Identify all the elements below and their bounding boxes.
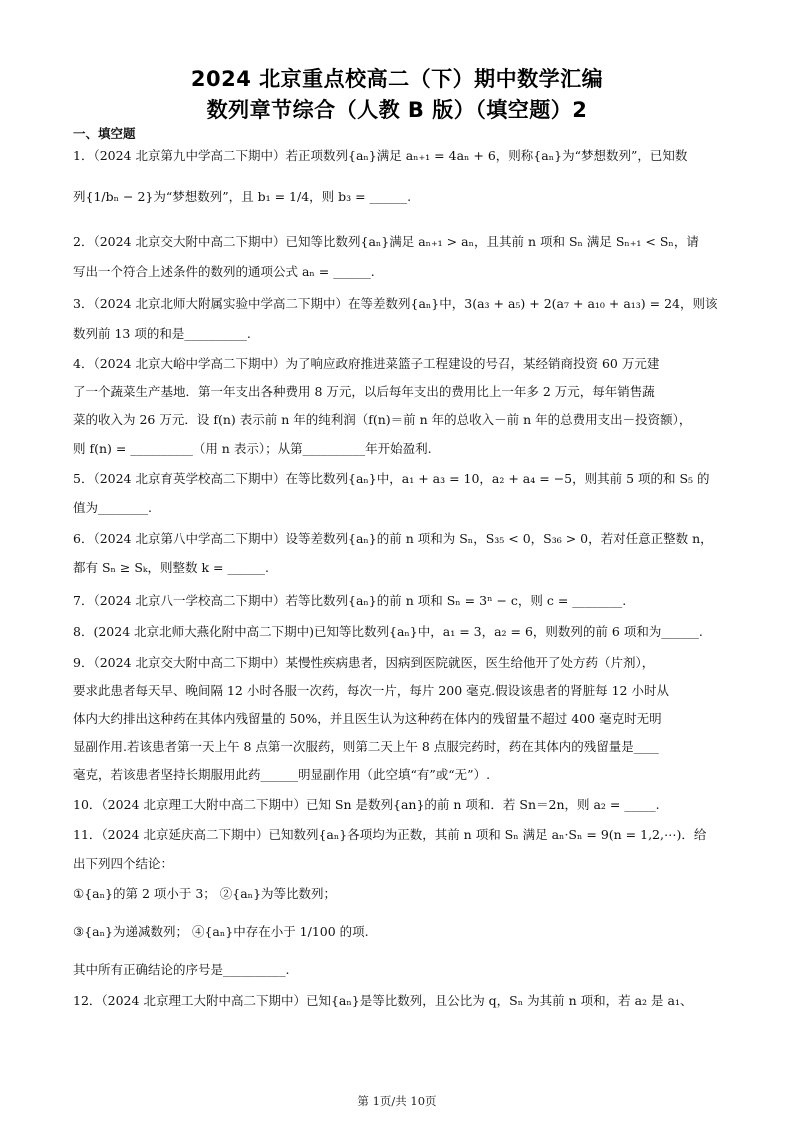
document-title-line1: 2024 北京重点校高二（下）期中数学汇编 bbox=[190, 67, 604, 91]
text-line: 数列前 13 项的和是__________. bbox=[73, 326, 251, 341]
section-heading: 一、填空题 bbox=[73, 126, 136, 141]
text-line: 3．（2024 北京北师大附属实验中学高二下期中）在等差数列{aₙ}中，3(a₃ + a₅) + 2(a₇ + a₁₀ + a₁₃) = 24，则该 bbox=[73, 296, 718, 311]
text-line: 6．（2024 北京第八中学高二下期中）设等差数列{aₙ}的前 n 项和为 Sₙ，S₃₅ < 0，S₃₆ > 0，若对任意正整数 n， bbox=[73, 531, 713, 546]
text-line: 要求此患者每天早、晚间隔 12 小时各服一次药，每次一片，每片 200 毫克.假设该患者的肾脏每 12 小时从 bbox=[73, 683, 669, 698]
page-footer: 第 1页/共 10页 bbox=[357, 1094, 437, 1108]
text-line: 出下列四个结论： bbox=[73, 856, 174, 871]
text-line: 7．（2024 北京八一学校高二下期中）若等比数列{aₙ}的前 n 项和 Sₙ = 3ⁿ − c，则 c = ________. bbox=[73, 593, 627, 608]
text-line: 5．（2024 北京育英学校高二下期中）在等比数列{aₙ}中，a₁ + a₃ = 10，a₂ + a₄ = −5，则其前 5 项的和 S₅ 的 bbox=[73, 471, 710, 486]
text-line: 1．（2024 北京第九中学高二下期中）若正项数列{aₙ}满足 aₙ₊₁ = 4aₙ + 6，则称{aₙ}为“梦想数列”，已知数 bbox=[73, 148, 688, 163]
text-line: 毫克，若该患者坚持长期服用此药______明显副作用（此空填“有”或“无”）. bbox=[73, 767, 491, 782]
text-line: 写出一个符合上述条件的数列的通项公式 aₙ = ______. bbox=[73, 264, 375, 279]
text-line: 体内大约排出这种药在其体内残留量的 50%，并且医生认为这种药在体内的残留量不超过 400 毫克时无明 bbox=[73, 711, 662, 726]
text-line: 则 f(n) = __________（用 n 表示）；从第__________年开始盈利. bbox=[73, 441, 432, 456]
text-line: 值为________. bbox=[73, 500, 152, 515]
text-line: ①{aₙ}的第 2 项小于 3； ②{aₙ}为等比数列； bbox=[73, 886, 337, 901]
text-line: 了一个蔬菜生产基地．第一年支出各种费用 8 万元，以后每年支出的费用比上一年多 2 万元，每年销售蔬 bbox=[73, 384, 655, 399]
text-line: 12．（2024 北京理工大附中高二下期中）已知{aₙ}是等比数列，且公比为 q，Sₙ 为其前 n 项和，若 a₂ 是 a₁、 bbox=[73, 993, 693, 1008]
text-line: 列{1/bₙ − 2}为“梦想数列”，且 b₁ = 1/4，则 b₃ = ______. bbox=[73, 189, 412, 204]
text-line: 显副作用.若该患者第一天上午 8 点第一次服药，则第二天上午 8 点服完药时，药在其体内的残留量是____ bbox=[73, 739, 659, 754]
text-line: 11．（2024 北京延庆高二下期中）已知数列{aₙ}各项均为正数，其前 n 项和 Sₙ 满足 aₙ·Sₙ = 9(n = 1,2,⋯)．给 bbox=[73, 827, 707, 842]
text-line: 菜的收入为 26 万元．设 f(n) 表示前 n 年的纯利润（f(n)＝前 n 年的总收入－前 n 年的总费用支出－投资额）， bbox=[73, 412, 692, 427]
text-line: 2．（2024 北京交大附中高二下期中）已知等比数列{aₙ}满足 aₙ₊₁ > aₙ，且其前 n 项和 Sₙ 满足 Sₙ₊₁ < Sₙ，请 bbox=[73, 234, 699, 249]
text-line: 9．（2024 北京交大附中高二下期中）某慢性疾病患者，因病到医院就医，医生给他开了处方药（片剂）， bbox=[73, 655, 655, 670]
text-line: 10．（2024 北京理工大附中高二下期中）已知 Sn 是数列{an}的前 n 项和．若 Sn＝2n，则 a₂ = _____. bbox=[73, 797, 660, 812]
text-line: 8．(2024 北京北师大燕化附中高二下期中)已知等比数列{aₙ}中，a₁ = 3，a₂ = 6，则数列的前 6 项和为______. bbox=[73, 624, 703, 639]
text-line: 都有 Sₙ ≥ Sₖ，则整数 k = ______. bbox=[73, 560, 269, 575]
text-line: 其中所有正确结论的序号是__________. bbox=[73, 962, 290, 977]
document-title-line2: 数列章节综合（人教 B 版）（填空题）2 bbox=[206, 98, 588, 122]
text-line: ③{aₙ}为递减数列； ④{aₙ}中存在小于 1/100 的项. bbox=[73, 924, 369, 939]
text-line: 4．（2024 北京大峪中学高二下期中）为了响应政府推进菜篮子工程建设的号召，某经销商投资 60 万元建 bbox=[73, 356, 660, 371]
